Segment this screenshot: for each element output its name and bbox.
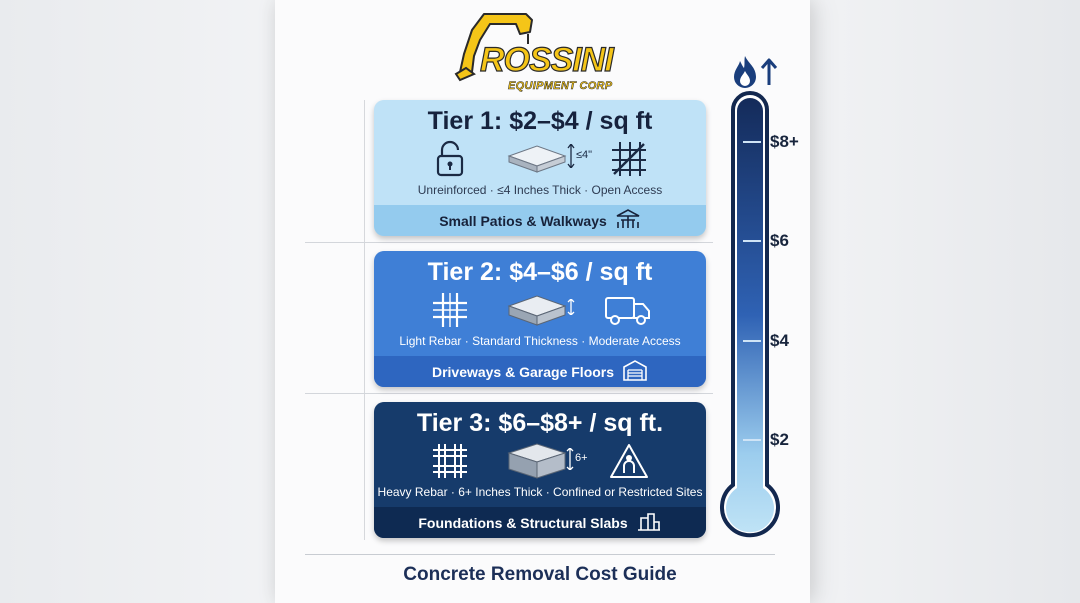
- thin-slab-icon: [507, 142, 569, 181]
- thickness-marker: [567, 299, 575, 320]
- tier-2-use-case-label: Driveways & Garage Floors: [431, 363, 615, 380]
- logo-tagline: EQUIPMENT CORP: [508, 80, 613, 92]
- garage-icon: [622, 359, 648, 384]
- thermometer-tube: [715, 90, 785, 545]
- tier-1-use-case: [374, 205, 706, 236]
- divider-horizontal: [305, 242, 713, 243]
- gauge-label-4: $4: [770, 331, 789, 350]
- divider-horizontal: [305, 393, 713, 394]
- truck-icon: [604, 295, 652, 332]
- tier-2-title: Tier 2: $4–$6 / sq ft: [427, 258, 653, 286]
- tier-3-use-case: [374, 507, 706, 538]
- tier-1-description: Unreinforced · ≤4 Inches Thick · Open Access: [417, 183, 663, 197]
- logo-wordmark: ROSSINI: [480, 41, 613, 79]
- gauge-tick: [743, 439, 761, 441]
- rebar-grid-icon: [431, 291, 469, 334]
- unlocked-padlock-icon: [434, 140, 468, 183]
- tier-2-card: [374, 251, 706, 387]
- thickness-marker: [566, 448, 574, 475]
- flame-icon: [732, 55, 758, 94]
- company-logo: [450, 10, 640, 90]
- thickness-marker: [567, 144, 575, 173]
- tier-1-title: Tier 1: $2–$4 / sq ft: [427, 107, 653, 135]
- divider-vertical: [364, 100, 365, 540]
- gauge-tick: [743, 141, 761, 143]
- standard-slab-icon: [507, 293, 569, 334]
- tier-3-title: Tier 3: $6–$8+ / sq ft.: [416, 409, 664, 437]
- gauge-label-6: $6: [770, 231, 789, 250]
- tier-3-description: Heavy Rebar · 6+ Inches Thick · Confined or Restricted Sites: [377, 485, 703, 499]
- tier-3-use-case-label: Foundations & Structural Slabs: [418, 514, 628, 531]
- cost-thermometer: [715, 55, 810, 545]
- gauge-tick: [743, 340, 761, 342]
- thick-slab-icon: [507, 442, 569, 487]
- restricted-site-warning-icon: [608, 442, 650, 485]
- up-arrow-icon: [760, 57, 778, 92]
- tier-3-card: [374, 402, 706, 538]
- tier-1-slab-label: ≤4": [576, 149, 593, 161]
- guide-title: Concrete Removal Cost Guide: [403, 564, 677, 585]
- gauge-tick: [743, 240, 761, 242]
- tier-3-slab-label: 6+: [575, 452, 588, 464]
- tier-2-use-case: [374, 356, 706, 387]
- structure-icon: [636, 510, 662, 535]
- open-grid-icon: [610, 140, 648, 183]
- gauge-label-8-plus: $8+: [770, 132, 799, 151]
- footer-divider: [305, 554, 775, 555]
- tier-1-card: [374, 100, 706, 236]
- gauge-label-2: $2: [770, 430, 789, 449]
- heavy-rebar-icon: [431, 442, 469, 485]
- tier-2-description: Light Rebar · Standard Thickness · Moderate Access: [399, 334, 681, 348]
- patio-table-icon: [615, 208, 641, 233]
- tier-1-use-case-label: Small Patios & Walkways: [439, 212, 607, 229]
